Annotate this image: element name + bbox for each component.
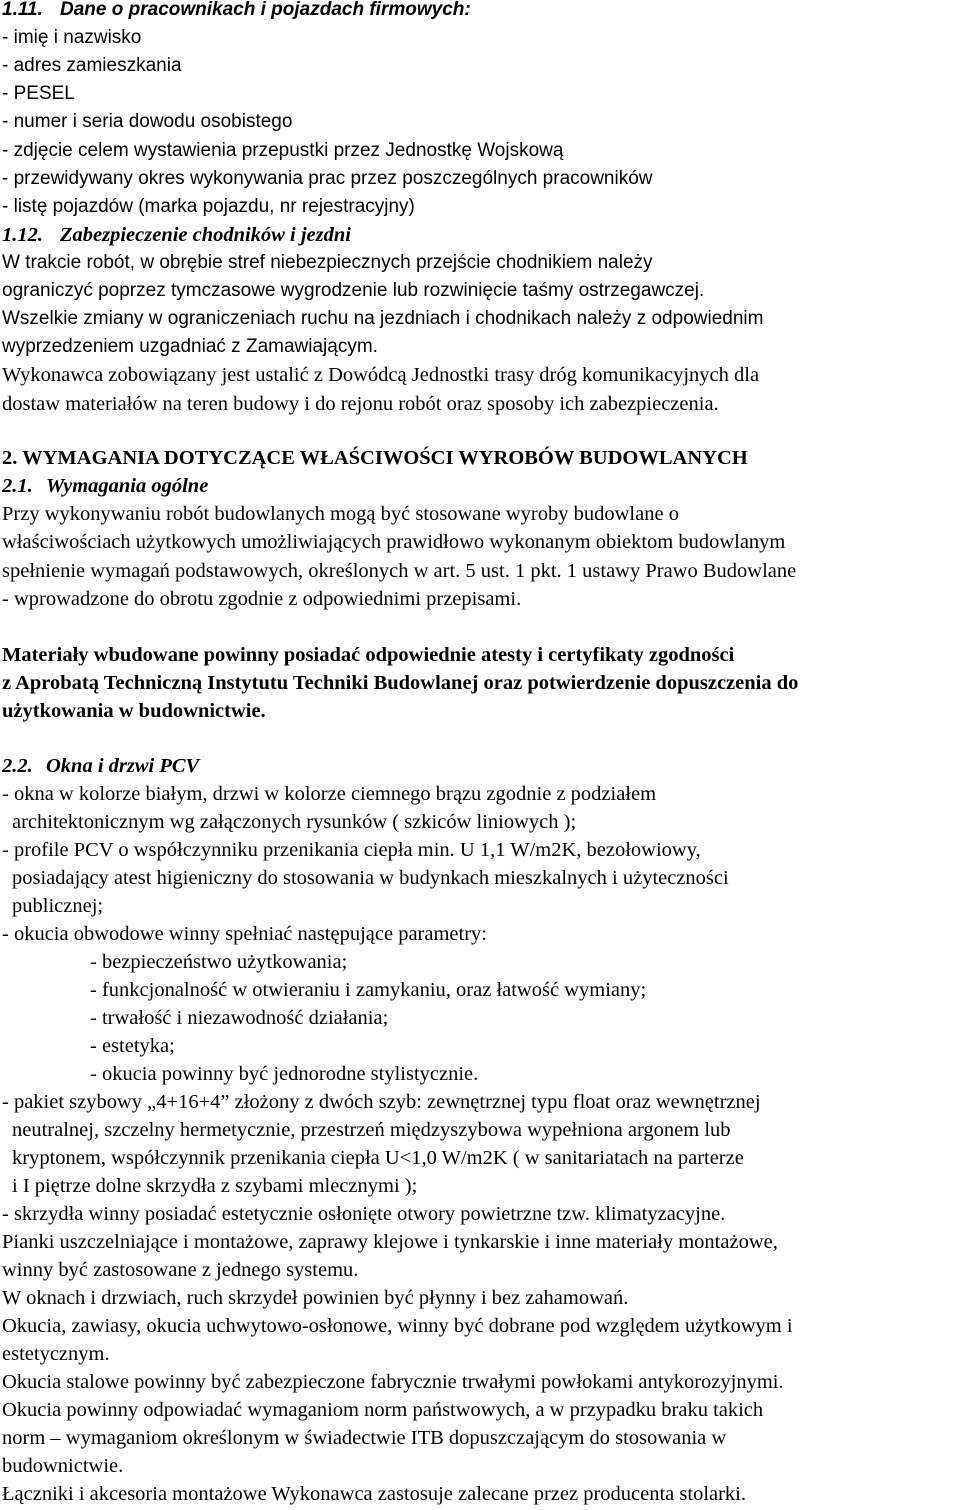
section-title: Wymagania ogólne [46, 475, 209, 497]
bold-paragraph-line: Materiały wbudowane powinny posiadać odpowiednie atesty i certyfikaty zgodności [2, 644, 735, 666]
paragraph-line: norm – wymaganiom określonym w świadectwie ITB dopuszczającym do stosowania w [2, 1427, 727, 1449]
paragraph-line: Wykonawca zobowiązany jest ustalić z Dowódcą Jednostki trasy dróg komunikacyjnych dla [2, 364, 760, 386]
paragraph-line: - wprowadzone do obrotu zgodnie z odpowiednimi przepisami. [2, 588, 522, 610]
section-2-1-heading [2, 472, 208, 500]
list-item-continuation: publicznej; [12, 895, 104, 917]
list-item: - numer i seria dowodu osobistego [2, 111, 293, 132]
list-item-continuation: kryptonem, współczynnik przenikania ciepła U<1,0 W/m2K ( w sanitariatach na parterze [12, 1147, 744, 1169]
sub-list-item: - bezpieczeństwo użytkowania; [90, 951, 348, 973]
sub-list-item: - funkcjonalność w otwieraniu i zamykaniu, oraz łatwość wymiany; [90, 979, 647, 1001]
list-item-continuation: posiadający atest higieniczny do stosowania w budynkach mieszkalnych i użyteczności [12, 867, 729, 889]
paragraph-line: spełnienie wymagań podstawowych, określonych w art. 5 ust. 1 pkt. 1 ustawy Prawo Budowlane [2, 560, 797, 582]
section-number: 1.12. [2, 224, 43, 246]
paragraph-line: dostaw materiałów na teren budowy i do rejonu robót oraz sposoby ich zabezpieczenia. [2, 393, 719, 415]
bold-paragraph-line: użytkowania w budownictwie. [2, 700, 266, 722]
list-item: - profile PCV o współczynniku przenikania ciepła min. U 1,1 W/m2K, bezołowiowy, [2, 839, 701, 861]
paragraph-line: Przy wykonywaniu robót budowlanych mogą być stosowane wyroby budowlane o [2, 503, 679, 525]
paragraph-line: W trakcie robót, w obrębie stref niebezpiecznych przejście chodnikiem należy [2, 252, 653, 273]
section-title: Dane o pracownikach i pojazdach firmowych: [60, 0, 471, 20]
list-item: - adres zamieszkania [2, 55, 182, 76]
list-item: - zdjęcie celem wystawienia przepustki przez Jednostkę Wojskową [2, 140, 564, 161]
paragraph-line: Łączniki i akcesoria montażowe Wykonawca zastosuje zalecane przez producenta stolarki. [2, 1483, 747, 1505]
list-item: - PESEL [2, 83, 75, 104]
paragraph-line: winny być zastosowane z jednego systemu. [2, 1259, 359, 1281]
paragraph-line: właściwościach użytkowych umożliwiających prawidłowo wykonanym obiektom budowlanym [2, 531, 786, 553]
list-item-continuation: architektonicznym wg załączonych rysunków ( szkiców liniowych ); [12, 811, 577, 833]
list-item: - okna w kolorze białym, drzwi w kolorze ciemnego brązu zgodnie z podziałem [2, 783, 657, 805]
paragraph-line: Okucia powinny odpowiadać wymaganiom norm państwowych, a w przypadku braku takich [2, 1399, 764, 1421]
section-1-11-heading [2, 0, 471, 24]
list-item-continuation: i I piętrze dolne skrzydła z szybami mlecznymi ); [12, 1175, 418, 1197]
paragraph-line: Okucia, zawiasy, okucia uchwytowo-osłonowe, winny być dobrane pod względem użytkowym i [2, 1315, 793, 1337]
sub-list-item: - trwałość i niezawodność działania; [90, 1007, 389, 1029]
list-item: - przewidywany okres wykonywania prac przez poszczególnych pracowników [2, 168, 653, 189]
section-number: 2.2. [2, 755, 33, 777]
section-2-heading: 2. WYMAGANIA DOTYCZĄCE WŁAŚCIWOŚCI WYROBÓW BUDOWLANYCH [2, 447, 748, 469]
paragraph-line: W oknach i drzwiach, ruch skrzydeł powinien być płynny i bez zahamowań. [2, 1287, 629, 1309]
paragraph-line: Pianki uszczelniające i montażowe, zaprawy klejowe i tynkarskie i inne materiały montażowe, [2, 1231, 778, 1253]
section-number: 2.1. [2, 475, 33, 497]
list-item: - okucia obwodowe winny spełniać następujące parametry: [2, 923, 487, 945]
list-item: - pakiet szybowy „4+16+4” złożony z dwóch szyb: zewnętrznej typu float oraz wewnętrznej [2, 1091, 761, 1113]
sub-list-item: - estetyka; [90, 1035, 175, 1057]
section-title: Okna i drzwi PCV [46, 755, 200, 777]
list-item: - skrzydła winny posiadać estetycznie osłonięte otwory powietrzne tzw. klimatyzacyjne. [2, 1203, 726, 1225]
paragraph-line: budownictwie. [2, 1455, 124, 1477]
list-item-continuation: neutralnej, szczelny hermetycznie, przestrzeń międzyszybowa wypełniona argonem lub [12, 1119, 731, 1141]
section-2-2-heading [2, 752, 199, 780]
paragraph-line: estetycznym. [2, 1343, 110, 1365]
list-item: - listę pojazdów (marka pojazdu, nr rejestracyjny) [2, 196, 415, 217]
section-title: Zabezpieczenie chodników i jezdni [60, 224, 351, 246]
paragraph-line: Okucia stalowe powinny być zabezpieczone fabrycznie trwałymi powłokami antykorozyjnymi. [2, 1371, 784, 1393]
sub-list-item: - okucia powinny być jednorodne stylistycznie. [90, 1063, 479, 1085]
paragraph-line: Wszelkie zmiany w ograniczeniach ruchu na jezdniach i chodnikach należy z odpowiednim [2, 308, 764, 329]
list-item: - imię i nazwisko [2, 27, 142, 48]
paragraph-line: ograniczyć poprzez tymczasowe wygrodzenie lub rozwinięcie taśmy ostrzegawczej. [2, 280, 705, 301]
section-1-12-heading [2, 221, 351, 249]
paragraph-line: wyprzedzeniem uzgadniać z Zamawiającym. [2, 336, 378, 357]
section-number: 1.11. [2, 0, 43, 20]
bold-paragraph-line: z Aprobatą Techniczną Instytutu Techniki Budowlanej oraz potwierdzenie dopuszczenia do [2, 672, 799, 694]
